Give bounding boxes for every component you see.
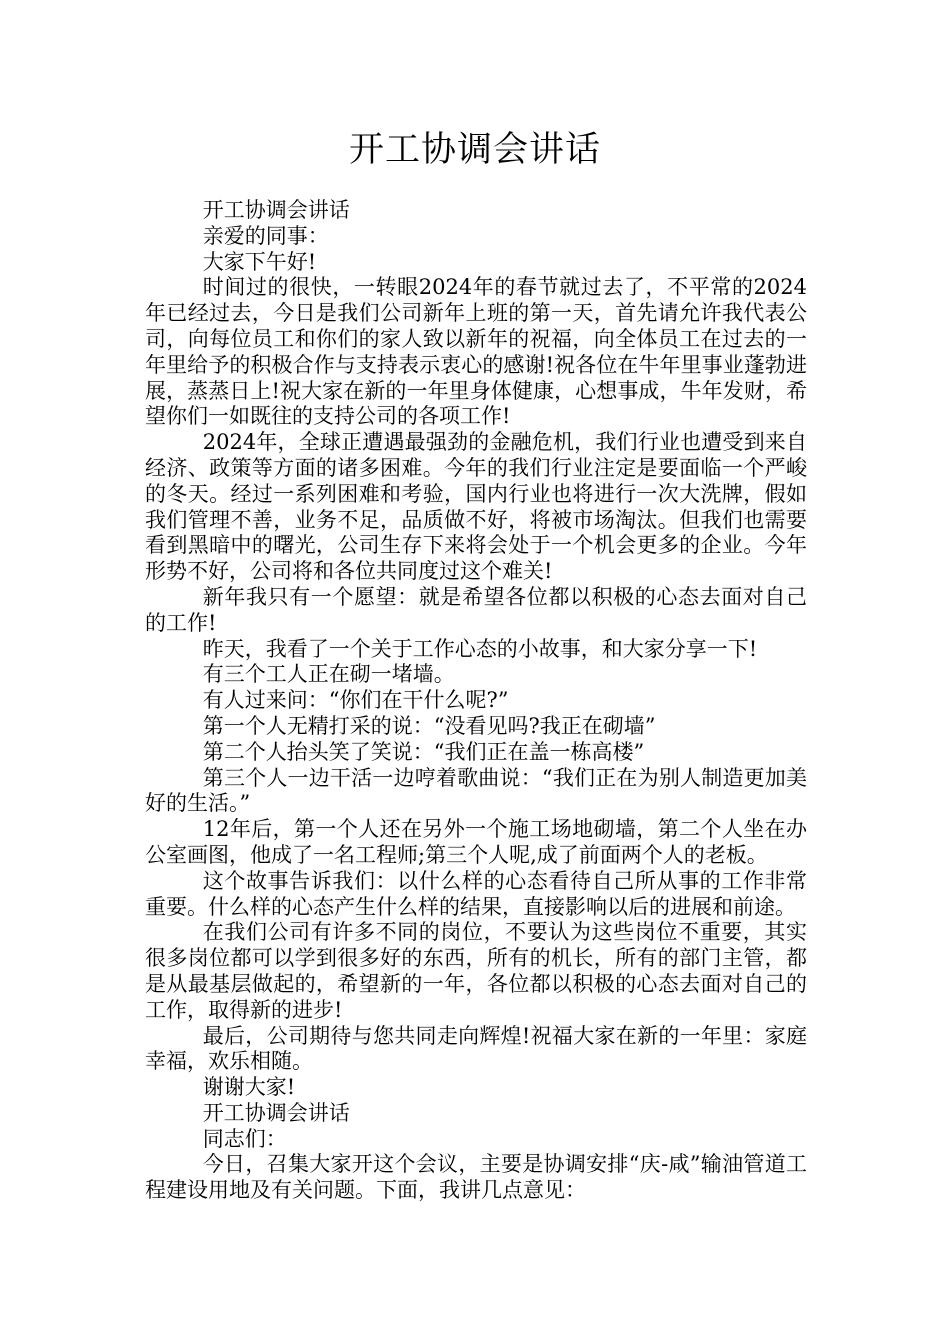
paragraph: 第一个人无精打采的说：“没看见吗?我正在砌墙” xyxy=(202,713,656,738)
paragraph: 今日，召集大家开这个会议，主要是协调安排“庆-咸”输油管道工程建设用地及有关问题。下面，我讲几点意见： xyxy=(145,1152,807,1203)
paragraph: 最后，公司期待与您共同走向辉煌!祝福大家在新的一年里：家庭幸福，欢乐相随。 xyxy=(145,1023,807,1074)
paragraph: 亲爱的同事： xyxy=(202,223,329,248)
paragraph: 在我们公司有许多不同的岗位，不要认为这些岗位不重要，其实很多岗位都可以学到很多好的东西，所有的机长，所有的部门主管，都是从最基层做起的，希望新的一年，各位都以积极的心态去面对自己的工作，取得新的进步! xyxy=(145,920,807,1022)
paragraph: 同志们： xyxy=(202,1126,287,1151)
page-title: 开工协调会讲话 xyxy=(348,130,601,170)
paragraph: 时间过的很快，一转眼2024年的春节就过去了，不平常的2024年已经过去，今日是我们公司新年上班的第一天，首先请允许我代表公司，向每位员工和你们的家人致以新年的祝福，向全体员工在过去的一年里给予的积极合作与支持表示衷心的感谢!祝各位在牛年里事业蓬勃进展，蒸蒸日上!祝大家在新的一年里身体健康，心想事成，牛年发财，希望你们一如既往的支持公司的各项工作! xyxy=(145,275,807,429)
paragraph: 2024年，全球正遭遇最强劲的金融危机，我们行业也遭受到来自经济、政策等方面的诸多困难。今年的我们行业注定是要面临一个严峻的冬天。经过一系列困难和考验，国内行业也将进行一次大洗牌，假如我们管理不善，业务不足，品质做不好，将被市场淘汰。但我们也需要看到黑暗中的曙光，公司生存下来将会处于一个机会更多的企业。今年形势不好，公司将和各位共同度过这个难关! xyxy=(145,430,807,584)
paragraph: 昨天，我看了一个关于工作心态的小故事，和大家分享一下! xyxy=(202,636,758,661)
paragraph: 开工协调会讲话 xyxy=(202,1100,350,1125)
paragraph: 谢谢大家! xyxy=(202,1075,296,1100)
paragraph: 有三个工人正在砌一堵墙。 xyxy=(202,662,455,687)
paragraph: 大家下午好! xyxy=(202,249,317,274)
paragraph: 新年我只有一个愿望：就是希望各位都以积极的心态去面对自己的工作! xyxy=(145,584,807,635)
paragraph: 开工协调会讲话 xyxy=(202,198,350,222)
paragraph: 第三个人一边干活一边哼着歌曲说：“我们正在为别人制造更加美好的生活。” xyxy=(145,765,807,816)
paragraph: 这个故事告诉我们：以什么样的心态看待自己所从事的工作非常重要。什么样的心态产生什么样的结果，直接影响以后的进展和前途。 xyxy=(145,868,807,919)
paragraph: 12年后，第一个人还在另外一个施工场地砌墙，第二个人坐在办公室画图，他成了一名工程师;第三个人呢,成了前面两个人的老板。 xyxy=(145,817,807,867)
paragraph: 第二个人抬头笑了笑说：“我们正在盖一栋高楼” xyxy=(202,739,645,764)
paragraph: 有人过来问：“你们在干什么呢?” xyxy=(202,688,509,713)
document-body xyxy=(145,198,807,1204)
